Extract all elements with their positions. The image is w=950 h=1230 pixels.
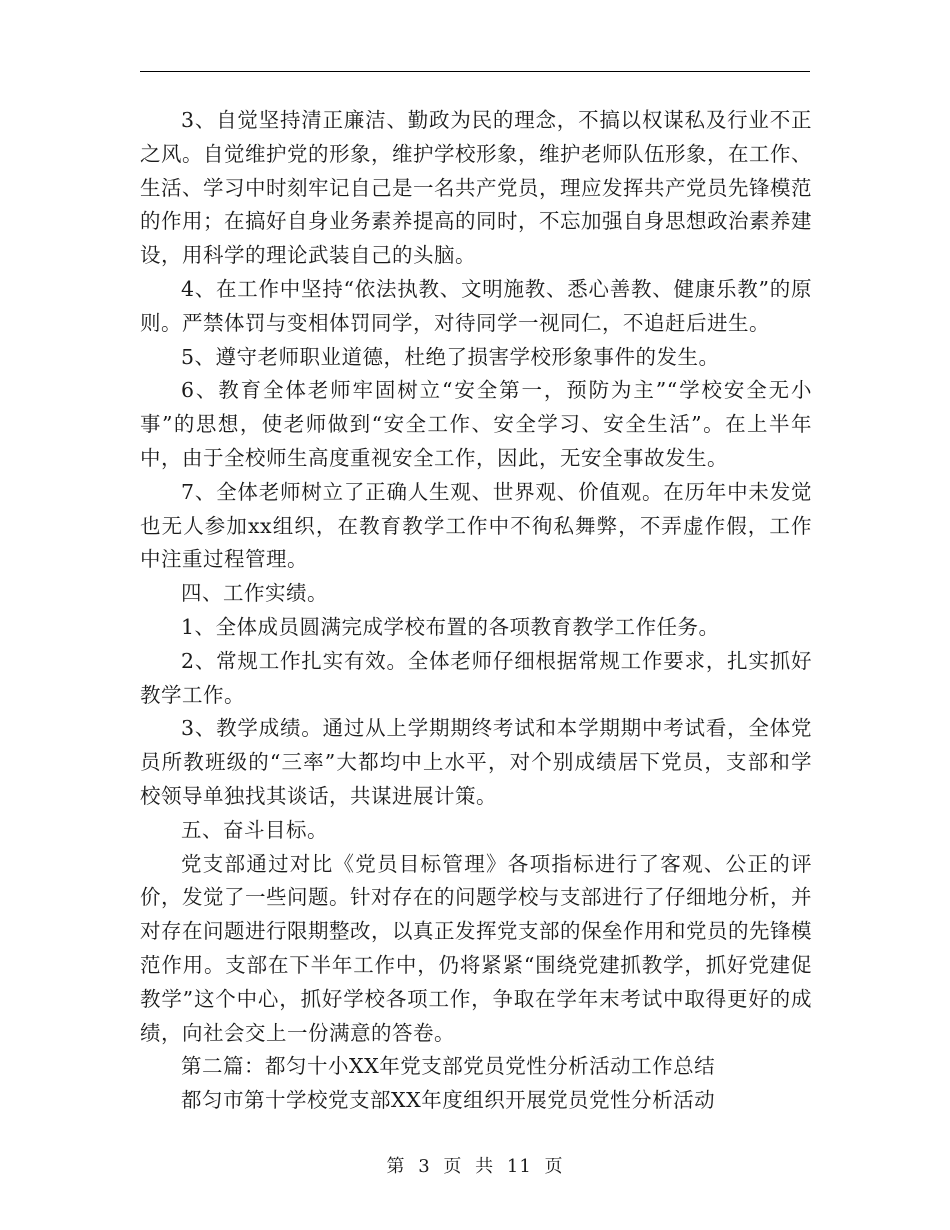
paragraph-item-3: 3、自觉坚持清正廉洁、勤政为民的理念，不搞以权谋私及行业不正之风。自觉维护党的形象，维护学校形象，维护老师队伍形象，在工作、生活、学习中时刻牢记自己是一名共产党员，理应发挥共产党员先锋模范的作用；在搞好自身业务素养提高的同时，不忘加强自身思想政治素养建设，用科学的理论武装自己的头脑。 — [140, 108, 812, 268]
total-label: 共 — [475, 1156, 495, 1177]
second-article-title: 第二篇：都匀十小XX年党支部党员党性分析活动工作总结 — [181, 1054, 716, 1079]
page-label: 第 — [386, 1156, 406, 1177]
header-rule — [140, 71, 810, 72]
second-article-first-line: 都匀市第十学校党支部XX年度组织开展党员党性分析活动 — [181, 1088, 716, 1113]
paragraph-item-5: 5、遵守老师职业道德，杜绝了损害学校形象事件的发生。 — [181, 344, 720, 369]
paragraph-item-7: 7、全体老师树立了正确人生观、世界观、价值观。在历年中未发觉也无人参加xx组织，在教育教学工作中不徇私舞弊，不弄虚作假，工作中注重过程管理。 — [140, 479, 812, 572]
achievement-item-1: 1、全体成员圆满完成学校布置的各项教育教学工作任务。 — [181, 614, 720, 639]
goals-paragraph: 党支部通过对比《党员目标管理》各项指标进行了客观、公正的评价，发觉了一些问题。针对存在的问题学校与支部进行了仔细地分析，并对存在问题进行限期整改，以真正发挥党支部的保垒作用和党员的先锋模范作用。支部在下半年工作中，仍将紧紧“围绕党建抓教学，抓好党建促教学”这个中心，抓好学校各项工作，争取在学年末考试中取得更好的成绩，向社会交上一份满意的答卷。 — [140, 851, 812, 1045]
paragraph-item-6: 6、教育全体老师牢固树立“安全第一，预防为主”“学校安全无小事”的思想，使老师做到“安全工作、安全学习、安全生活”。在上半年中，由于全校师生高度重视安全工作，因此，无安全事故发生。 — [140, 378, 812, 470]
section-heading-goals: 五、奋斗目标。 — [181, 817, 328, 842]
section-heading-achievements: 四、工作实绩。 — [181, 581, 328, 606]
achievement-item-2: 2、常规工作扎实有效。全体老师仔细根据常规工作要求，扎实抓好教学工作。 — [140, 648, 812, 707]
page-number: 3 — [418, 1156, 431, 1177]
document-body — [140, 104, 812, 1118]
achievement-item-3: 3、教学成绩。通过从上学期期终考试和本学期期中考试看，全体党员所教班级的“三率”大都均中上水平，对个别成绩居下党员，支部和学校领导单独找其谈话，共谋进展计策。 — [140, 716, 812, 808]
total-pages: 11 — [506, 1156, 532, 1177]
page-unit: 页 — [443, 1156, 463, 1177]
page-footer — [0, 1152, 950, 1178]
paragraph-item-4: 4、在工作中坚持“依法执教、文明施教、悉心善教、健康乐教”的原则。严禁体罚与变相体罚同学，对待同学一视同仁，不追赶后进生。 — [140, 276, 812, 335]
total-unit: 页 — [544, 1156, 564, 1177]
